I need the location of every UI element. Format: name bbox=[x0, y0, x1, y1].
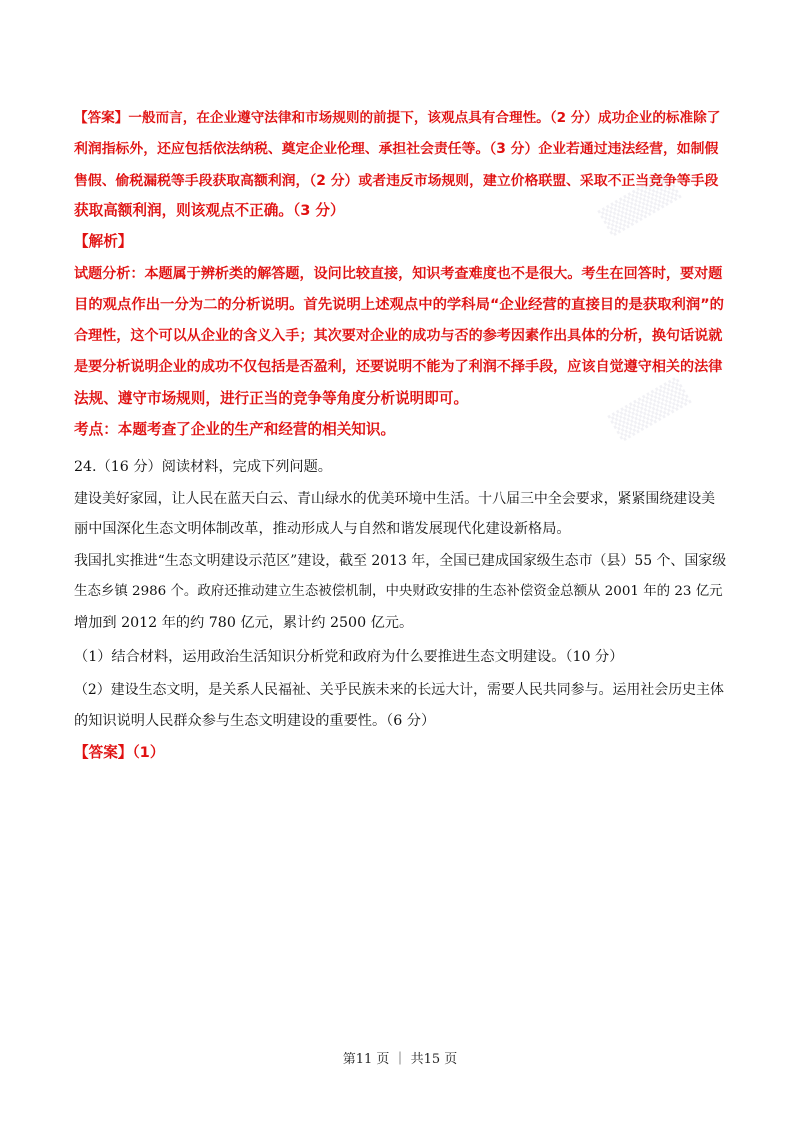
material-line: 生态乡镇 2986 个。政府还推动建立生态被偿机制，中央财政安排的生态补偿资金总额从 2001 年的 23 亿元 bbox=[74, 584, 723, 599]
analysis-point: 考点：本题考查了企业的生产和经营的相关知识。 bbox=[74, 421, 396, 438]
answer-line: 利润指标外，还应包括依法纳税、奠定企业伦理、承担社会责任等。（3 分）企业若通过违法经营，如制假 bbox=[74, 141, 719, 157]
sub-question-1: （1）结合材料，运用政治生活知识分析党和政府为什么要推进生态文明建设。（10 分） bbox=[74, 649, 624, 665]
analysis-heading: 【解析】 bbox=[74, 233, 133, 250]
question-title: 24.（16 分）阅读材料，完成下列问题。 bbox=[74, 459, 332, 475]
answer-line: 获取高额利润，则该观点不正确。（3 分） bbox=[74, 202, 345, 219]
answer-start: 【答案】（1） bbox=[74, 744, 165, 761]
answer-line: 【答案】一般而言，在企业遵守法律和市场规则的前提下，该观点具有合理性。（2 分）成功企业的标准除了 bbox=[74, 110, 721, 126]
analysis-line: 合理性，这个可以从企业的含义入手；其次要对企业的成功与否的参考因素作出具体的分析，换句话说就 bbox=[74, 328, 723, 344]
watermark-logo: ▒▒▒▒ bbox=[607, 377, 693, 443]
watermark-logo: ▒▒▒▒ bbox=[597, 172, 683, 238]
material-line: 我国扎实推进“生态文明建设示范区”建设，截至 2013 年，全国已建成国家级生态市（县）55 个、国家级 bbox=[74, 553, 727, 569]
analysis-line: 是要分析说明企业的成功不仅包括是否盈利，还要说明不能为了利润不择手段，应该自觉遵守相关的法律 bbox=[74, 359, 723, 375]
page-footer: 第11 页 ｜ 共15 页 bbox=[342, 1052, 458, 1067]
answer-line: 售假、偷税漏税等手段获取高额利润，（2 分）或者违反市场规则，建立价格联盟、采取不正当竞争等手段 bbox=[74, 173, 719, 189]
analysis-line: 目的观点作出一分为二的分析说明。首先说明上述观点中的学科局“企业经营的直接目的是获取利润”的 bbox=[74, 297, 724, 313]
sub-question-2-line: （2）建设生态文明，是关系人民福祉、关乎民族未来的长远大计，需要人民共同参与。运用社会历史主体 bbox=[74, 682, 724, 698]
material-line: 增加到 2012 年的约 780 亿元，累计约 2500 亿元。 bbox=[74, 615, 414, 631]
sub-question-2-line: 的知识说明人民群众参与生态文明建设的重要性。（6 分） bbox=[74, 713, 436, 729]
analysis-line: 试题分析：本题属于辨析类的解答题，设问比较直接，知识考查难度也不是很大。考生在回答时，要对题 bbox=[74, 266, 723, 282]
material-line: 建设美好家园，让人民在蓝天白云、青山绿水的优美环境中生活。十八届三中全会要求，紧紧围绕建设美 bbox=[74, 491, 716, 507]
material-line: 丽中国深化生态文明体制改革，推动形成人与自然和谐发展现代化建设新格局。 bbox=[74, 521, 571, 537]
analysis-line: 法规、遵守市场规则，进行正当的竞争等角度分析说明即可。 bbox=[74, 390, 469, 407]
